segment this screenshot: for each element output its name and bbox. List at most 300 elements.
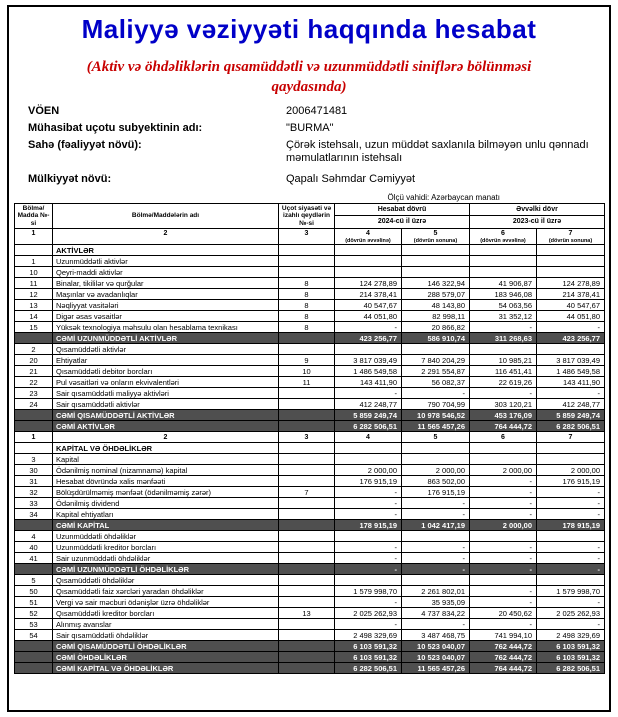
header-num-6 <box>470 229 537 245</box>
value-2024-begin: 5 859 249,74 <box>335 410 402 421</box>
value-2024-begin: 6 103 591,32 <box>335 652 402 663</box>
balance-sheet-table <box>14 203 605 675</box>
row-name: Kapital <box>53 454 279 465</box>
value-2023-begin: - <box>470 476 537 487</box>
row-name: Pul vəsaitləri və onların ekvivalentləri <box>53 377 279 388</box>
value-2023-end: - <box>537 498 605 509</box>
value-2023-begin <box>470 344 537 355</box>
value-2023-end: 40 547,67 <box>537 300 605 311</box>
item-row <box>15 344 605 355</box>
row-name: Ödənilmiş nominal (nizamnamə) kapital <box>53 465 279 476</box>
value-2024-end: 2 000,00 <box>402 465 470 476</box>
header-num-3: 3 <box>279 229 335 245</box>
row-code: 31 <box>15 476 53 487</box>
value-2023-begin <box>470 531 537 542</box>
value-2024-begin: 412 248,77 <box>335 399 402 410</box>
row-code <box>15 410 53 421</box>
item-row <box>15 278 605 289</box>
value-2023-begin: 311 268,63 <box>470 333 537 344</box>
row-note <box>279 344 335 355</box>
value-2024-end: - <box>402 619 470 630</box>
value-2023-end: 1 486 549,58 <box>537 366 605 377</box>
row-code: 3 <box>15 454 53 465</box>
value-2024-end: 790 704,99 <box>402 399 470 410</box>
row-name: CƏMİ UZUNMÜDDƏTLİ AKTİVLƏR <box>53 333 279 344</box>
row-code <box>15 564 53 575</box>
row-code: 13 <box>15 300 53 311</box>
info-row <box>28 139 590 167</box>
row-code: 15 <box>15 322 53 333</box>
value-2024-begin: 2 498 329,69 <box>335 630 402 641</box>
value-2023-begin: - <box>470 564 537 575</box>
item-row <box>15 553 605 564</box>
column-number: 5 <box>402 432 470 443</box>
row-note <box>279 652 335 663</box>
value-2023-end: 6 282 506,51 <box>537 663 605 674</box>
header-sub-period-begin: (dövrün əvvəlinə) <box>345 238 391 245</box>
row-code <box>15 443 53 454</box>
value-2023-begin: - <box>470 498 537 509</box>
header-col-note: Uçot siyasəti və izahlı qeydlərin №-si <box>279 203 335 228</box>
value-2023-end <box>537 531 605 542</box>
row-code: 2 <box>15 344 53 355</box>
item-row <box>15 619 605 630</box>
value-2023-end: 44 051,80 <box>537 311 605 322</box>
value-2023-begin: 116 451,41 <box>470 366 537 377</box>
value-2023-end: 1 579 998,70 <box>537 586 605 597</box>
row-name: Ödənilmiş dividend <box>53 498 279 509</box>
value-2023-end: 5 859 249,74 <box>537 410 605 421</box>
row-note: 11 <box>279 377 335 388</box>
row-name: CƏMİ KAPİTAL VƏ ÖHDƏLİKLƏR <box>53 663 279 674</box>
value-2023-end: 423 256,77 <box>537 333 605 344</box>
row-name: Vergi və sair məcburi ödənişlər üzrə öhdəliklər <box>53 597 279 608</box>
row-name: Maşınlar və avadanlıqlar <box>53 289 279 300</box>
row-name: CƏMİ KAPİTAL <box>53 520 279 531</box>
value-2024-end <box>402 575 470 586</box>
row-name: Yüksək texnologiya məhsulu olan hesablama texnikası <box>53 322 279 333</box>
row-note <box>279 333 335 344</box>
row-note <box>279 388 335 399</box>
row-code: 20 <box>15 355 53 366</box>
value-2023-end <box>537 454 605 465</box>
row-note <box>279 663 335 674</box>
value-2024-end: - <box>402 388 470 399</box>
value-2024-end <box>402 267 470 278</box>
header-year-2023: 2023-cü il üzrə <box>470 216 605 229</box>
value-2023-begin: - <box>470 322 537 333</box>
row-note <box>279 597 335 608</box>
value-2024-end: 35 935,09 <box>402 597 470 608</box>
row-code: 11 <box>15 278 53 289</box>
row-name: Sair qısamüddətli öhdəliklər <box>53 630 279 641</box>
value-2024-begin: 1 486 549,58 <box>335 366 402 377</box>
value-2024-end: - <box>402 542 470 553</box>
value-2024-begin <box>335 256 402 267</box>
item-row <box>15 575 605 586</box>
header-num-7-label: 7 <box>568 230 573 238</box>
value-2024-begin: - <box>335 487 402 498</box>
header-year-2024: 2024-cü il üzrə <box>335 216 470 229</box>
row-note <box>279 553 335 564</box>
row-note <box>279 454 335 465</box>
row-note: 8 <box>279 300 335 311</box>
value-2024-begin <box>335 454 402 465</box>
total-row <box>15 652 605 663</box>
row-note <box>279 575 335 586</box>
row-note: 7 <box>279 487 335 498</box>
total-row <box>15 564 605 575</box>
row-code: 4 <box>15 531 53 542</box>
value-2024-end: 288 579,07 <box>402 289 470 300</box>
value-2023-end: - <box>537 597 605 608</box>
row-code: 21 <box>15 366 53 377</box>
row-note <box>279 619 335 630</box>
row-name: KAPİTAL VƏ ÖHDƏLİKLƏR <box>53 443 279 454</box>
item-row <box>15 454 605 465</box>
item-row <box>15 531 605 542</box>
value-2023-begin <box>470 575 537 586</box>
value-2024-end: 10 978 546,52 <box>402 410 470 421</box>
value-2023-end: - <box>537 564 605 575</box>
row-code <box>15 333 53 344</box>
row-code: 5 <box>15 575 53 586</box>
row-note: 10 <box>279 366 335 377</box>
row-note <box>279 465 335 476</box>
row-name: CƏMİ QISAMÜDDƏTLİ AKTİVLƏR <box>53 410 279 421</box>
value-2023-begin <box>470 443 537 454</box>
item-row <box>15 300 605 311</box>
value-2023-end <box>537 267 605 278</box>
value-2024-end: 146 322,94 <box>402 278 470 289</box>
value-2024-begin: 6 282 506,51 <box>335 663 402 674</box>
value-2024-end: - <box>402 553 470 564</box>
value-2023-begin: 762 444,72 <box>470 641 537 652</box>
value-2023-begin: 741 994,10 <box>470 630 537 641</box>
value-2024-begin <box>335 245 402 256</box>
value-2023-begin: 22 619,26 <box>470 377 537 388</box>
value-2024-end: 56 082,37 <box>402 377 470 388</box>
item-row <box>15 498 605 509</box>
value-2024-end: 7 840 204,29 <box>402 355 470 366</box>
item-row <box>15 388 605 399</box>
row-code: 34 <box>15 509 53 520</box>
value-2024-begin: 2 000,00 <box>335 465 402 476</box>
row-name: Qısamüddətli kreditor borcları <box>53 608 279 619</box>
value-2023-end: 6 103 591,32 <box>537 641 605 652</box>
value-2023-begin: 54 063,56 <box>470 300 537 311</box>
row-note <box>279 586 335 597</box>
row-note <box>279 421 335 432</box>
row-code: 23 <box>15 388 53 399</box>
row-name: CƏMİ UZUNMÜDDƏTLİ ÖHDƏLİKLƏR <box>53 564 279 575</box>
value-2024-begin <box>335 575 402 586</box>
total-row <box>15 410 605 421</box>
value-2024-begin: - <box>335 597 402 608</box>
value-2024-end <box>402 454 470 465</box>
info-label: Sahə (fəaliyyət növü): <box>28 138 142 151</box>
value-2023-begin: 183 946,08 <box>470 289 537 300</box>
header-sub-period-begin-prev: (dövrün əvvəlinə) <box>480 238 526 245</box>
item-row <box>15 630 605 641</box>
row-note: 8 <box>279 311 335 322</box>
value-2023-begin: - <box>470 619 537 630</box>
section-row <box>15 245 605 256</box>
row-note <box>279 498 335 509</box>
row-code: 41 <box>15 553 53 564</box>
value-2023-begin: 31 352,12 <box>470 311 537 322</box>
row-note <box>279 476 335 487</box>
row-name: Sair uzunmüddətli öhdəliklər <box>53 553 279 564</box>
value-2023-end: 176 915,19 <box>537 476 605 487</box>
row-note <box>279 641 335 652</box>
value-2024-end: 863 502,00 <box>402 476 470 487</box>
total-row <box>15 333 605 344</box>
value-2023-end <box>537 443 605 454</box>
total-row <box>15 641 605 652</box>
info-value: "BURMA" <box>286 121 334 134</box>
value-2024-begin: 214 378,41 <box>335 289 402 300</box>
item-row <box>15 289 605 300</box>
value-2024-begin: - <box>335 388 402 399</box>
row-code <box>15 520 53 531</box>
value-2024-end: 48 143,80 <box>402 300 470 311</box>
total-row <box>15 421 605 432</box>
value-2023-begin: 762 444,72 <box>470 652 537 663</box>
value-2023-begin: 764 444,72 <box>470 663 537 674</box>
item-row <box>15 487 605 498</box>
value-2023-begin: 303 120,21 <box>470 399 537 410</box>
row-name: Qısamüddətli debitor borcları <box>53 366 279 377</box>
value-2023-end <box>537 245 605 256</box>
header-row-groups <box>15 203 605 216</box>
column-numbers-row <box>15 432 605 443</box>
value-2023-end <box>537 256 605 267</box>
row-note: 9 <box>279 355 335 366</box>
info-value: 2006471481 <box>286 105 348 117</box>
item-row <box>15 542 605 553</box>
header-num-2: 2 <box>53 229 279 245</box>
value-2024-end: 176 915,19 <box>402 487 470 498</box>
column-number: 7 <box>537 432 605 443</box>
value-2024-end <box>402 443 470 454</box>
value-2024-begin: - <box>335 322 402 333</box>
row-note <box>279 630 335 641</box>
value-2023-end: 2 000,00 <box>537 465 605 476</box>
header-sub-period-end: (dövrün sonuna) <box>413 238 458 245</box>
value-2023-end: - <box>537 487 605 498</box>
row-name: Qısamüddətli aktivlər <box>53 344 279 355</box>
row-name: CƏMİ QISAMÜDDƏTLİ ÖHDƏLİKLƏR <box>53 641 279 652</box>
value-2024-begin: 44 051,80 <box>335 311 402 322</box>
item-row <box>15 509 605 520</box>
value-2024-end: 4 737 834,22 <box>402 608 470 619</box>
row-name: CƏMİ AKTİVLƏR <box>53 421 279 432</box>
value-2024-begin <box>335 267 402 278</box>
value-2023-end: 2 498 329,69 <box>537 630 605 641</box>
header-group-previous-period: Əvvəlki dövr <box>470 203 605 216</box>
row-name: AKTİVLƏR <box>53 245 279 256</box>
row-name: Alınmış avanslar <box>53 619 279 630</box>
row-code: 12 <box>15 289 53 300</box>
value-2023-end: 412 248,77 <box>537 399 605 410</box>
page-title: Maliyyə vəziyyəti haqqında hesabat <box>81 14 537 44</box>
value-2024-end: 82 998,11 <box>402 311 470 322</box>
value-2024-end: 10 523 040,07 <box>402 652 470 663</box>
value-2024-begin: 6 282 506,51 <box>335 421 402 432</box>
value-2024-begin: 40 547,67 <box>335 300 402 311</box>
row-code: 54 <box>15 630 53 641</box>
row-code: 1 <box>15 256 53 267</box>
row-code <box>15 652 53 663</box>
value-2024-end: 10 523 040,07 <box>402 641 470 652</box>
row-name: Ehtiyatlar <box>53 355 279 366</box>
value-2024-begin: - <box>335 553 402 564</box>
row-note <box>279 267 335 278</box>
header-num-5-label: 5 <box>433 230 438 238</box>
item-row <box>15 465 605 476</box>
value-2023-begin: 2 000,00 <box>470 520 537 531</box>
value-2024-end: 11 565 457,26 <box>402 663 470 674</box>
header-num-7 <box>537 229 605 245</box>
value-2024-end: 20 866,82 <box>402 322 470 333</box>
value-2024-begin <box>335 531 402 542</box>
value-2024-begin: 423 256,77 <box>335 333 402 344</box>
item-row <box>15 311 605 322</box>
row-name: Kapital ehtiyatları <box>53 509 279 520</box>
row-name: Qısamüddətli öhdəliklər <box>53 575 279 586</box>
value-2023-begin: 453 176,09 <box>470 410 537 421</box>
item-row <box>15 597 605 608</box>
value-2023-end: - <box>537 388 605 399</box>
value-2024-end <box>402 344 470 355</box>
header-num-5 <box>402 229 470 245</box>
table-header <box>15 203 605 245</box>
info-row <box>28 173 590 187</box>
header-num-6-label: 6 <box>501 230 505 238</box>
value-2023-begin: - <box>470 487 537 498</box>
total-row <box>15 663 605 674</box>
value-2023-end: - <box>537 322 605 333</box>
row-note <box>279 245 335 256</box>
value-2023-end: 3 817 039,49 <box>537 355 605 366</box>
value-2024-begin <box>335 443 402 454</box>
value-2023-begin <box>470 245 537 256</box>
row-name: Nəqliyyat vasitələri <box>53 300 279 311</box>
row-code: 32 <box>15 487 53 498</box>
row-code: 52 <box>15 608 53 619</box>
column-number: 6 <box>470 432 537 443</box>
info-label: Mühasibat uçotu subyektinin adı: <box>28 121 203 134</box>
value-2023-begin: - <box>470 542 537 553</box>
row-name: Uzunmüddətli aktivlər <box>53 256 279 267</box>
section-row <box>15 443 605 454</box>
item-row <box>15 608 605 619</box>
column-number: 2 <box>53 432 279 443</box>
value-2023-end: - <box>537 553 605 564</box>
header-col-name: Bölmə/Maddələrin adı <box>53 203 279 228</box>
row-name: Digər əsas vəsaitlər <box>53 311 279 322</box>
value-2024-begin: 176 915,19 <box>335 476 402 487</box>
value-2024-begin: - <box>335 564 402 575</box>
row-name: Sair qısamüddətli maliyyə aktivləri <box>53 388 279 399</box>
value-2023-end: 6 282 506,51 <box>537 421 605 432</box>
row-name: Bölüşdürülməmiş mənfəət (ödənilməmiş zərər) <box>53 487 279 498</box>
header-sub-period-end-prev: (dövrün sonuna) <box>548 238 593 245</box>
row-note <box>279 256 335 267</box>
row-note <box>279 520 335 531</box>
row-note <box>279 410 335 421</box>
value-2023-begin: - <box>470 597 537 608</box>
row-code: 30 <box>15 465 53 476</box>
info-label: Mülkiyyət növü: <box>28 173 112 185</box>
row-code: 22 <box>15 377 53 388</box>
row-code: 33 <box>15 498 53 509</box>
item-row <box>15 366 605 377</box>
value-2023-end: - <box>537 619 605 630</box>
value-2023-begin <box>470 267 537 278</box>
column-number: 3 <box>279 432 335 443</box>
item-row <box>15 355 605 366</box>
row-code: 14 <box>15 311 53 322</box>
value-2024-end: 3 487 468,75 <box>402 630 470 641</box>
unit-note: Ölçü vahidi: Azərbaycan manatı <box>387 192 500 202</box>
value-2024-end <box>402 245 470 256</box>
row-note <box>279 399 335 410</box>
total-row <box>15 520 605 531</box>
value-2023-end: 124 278,89 <box>537 278 605 289</box>
value-2023-begin: - <box>470 586 537 597</box>
value-2023-end: 214 378,41 <box>537 289 605 300</box>
value-2024-end: 1 042 417,19 <box>402 520 470 531</box>
item-row <box>15 267 605 278</box>
value-2024-end <box>402 531 470 542</box>
info-row <box>28 105 590 119</box>
value-2024-end: 2 291 554,87 <box>402 366 470 377</box>
value-2024-begin: 124 278,89 <box>335 278 402 289</box>
value-2024-begin: 6 103 591,32 <box>335 641 402 652</box>
row-note: 13 <box>279 608 335 619</box>
value-2023-end: 6 103 591,32 <box>537 652 605 663</box>
row-name: Hesabat dövründə xalis mənfəəti <box>53 476 279 487</box>
row-note <box>279 531 335 542</box>
row-code: 10 <box>15 267 53 278</box>
row-note: 8 <box>279 289 335 300</box>
row-note <box>279 509 335 520</box>
value-2024-begin: 178 915,19 <box>335 520 402 531</box>
info-row <box>28 122 590 136</box>
row-note <box>279 443 335 454</box>
value-2024-end: 586 910,74 <box>402 333 470 344</box>
header-num-4 <box>335 229 402 245</box>
item-row <box>15 476 605 487</box>
item-row <box>15 256 605 267</box>
value-2024-end: - <box>402 498 470 509</box>
value-2024-begin: 2 025 262,93 <box>335 608 402 619</box>
value-2023-begin: 20 450,62 <box>470 608 537 619</box>
row-name: Qısamüddətli faiz xərcləri yaradan öhdəliklər <box>53 586 279 597</box>
row-name: Qeyri-maddi aktivlər <box>53 267 279 278</box>
value-2024-begin: - <box>335 509 402 520</box>
value-2023-begin: - <box>470 553 537 564</box>
header-group-reporting-period: Hesabat dövrü <box>335 203 470 216</box>
row-code <box>15 421 53 432</box>
row-code: 53 <box>15 619 53 630</box>
row-note <box>279 564 335 575</box>
row-code: 51 <box>15 597 53 608</box>
value-2024-begin: 3 817 039,49 <box>335 355 402 366</box>
item-row <box>15 377 605 388</box>
